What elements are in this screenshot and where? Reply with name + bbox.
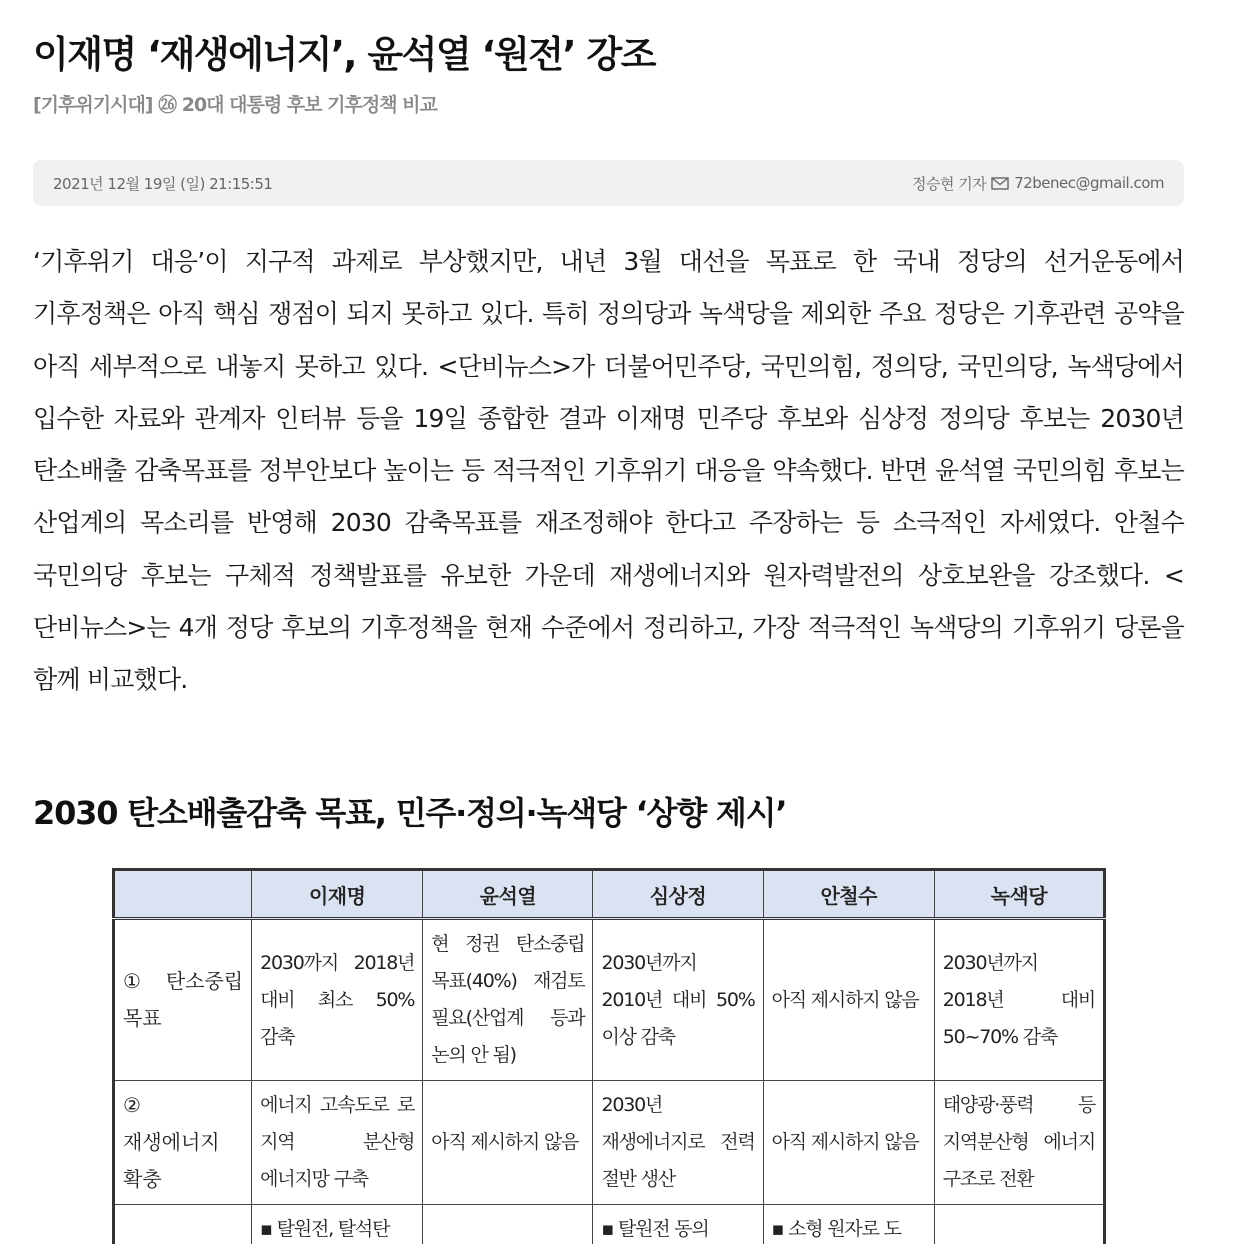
table-cell: ▪ 탈원전 동의	[593, 1205, 763, 1244]
table-header-cell: 녹색당	[934, 870, 1104, 919]
table-cell: 2030년까지 2018년 대비 50~70% 감축	[934, 919, 1104, 1081]
table-header-cell: 안철수	[763, 870, 934, 919]
author-name: 정승현 기자	[911, 174, 987, 193]
table-cell: ▪ 탈원전, 탈석탄	[252, 1205, 423, 1244]
author-info	[912, 173, 1164, 194]
article-meta-bar	[33, 160, 1184, 206]
row-label: ② 재생에너지 확충	[114, 1081, 252, 1205]
policy-comparison-table	[112, 868, 1106, 1244]
table-row	[114, 919, 1105, 1081]
table-cell: 아직 제시하지 않음	[763, 919, 934, 1081]
article-body: ‘기후위기 대응’이 지구적 과제로 부상했지만, 내년 3월 대선을 목표로 한 국내 정당의 선거운동에서 기후정책은 아직 핵심 쟁점이 되지 못하고 있다. 특히 정의당과 녹색당을 제외한 주요 정당은 기후관련 공약을 아직 세부적으로 내놓지 못하고 있다. <단비뉴스>가 더불어민주당, 국민의힘, 정의당, 국민의당, 녹색당에서 입수한 자료와 관계자 인터뷰 등을 19일 종합한 결과 이재명 민주당 후보와 심상정 정의당 후보는 2030년 탄소배출 감축목표를 정부안보다 높이는 등 적극적인 기후위기 대응을 약속했다. 반면 윤석열 국민의힘 후보는 산업계의 목소리를 반영해 2030 감축목표를 재조정해야 한다고 주장하는 등 소극적인 자세였다. 안철수 국민의당 후보는 구체적 정책발표를 유보한 가운데 재생에너지와 원자력발전의 상호보완을 강조했다. <단비뉴스>는 4개 정당 후보의 기후정책을 현재 수준에서 정리하고, 가장 적극적인 녹색당의 기후위기 당론을 함께 비교했다.	[33, 247, 1184, 695]
table-cell: ▪ 소형 원자로 도	[763, 1205, 934, 1244]
author-email-link[interactable]: 72benec@gmail.com	[1014, 174, 1164, 192]
mail-icon[interactable]	[991, 177, 1009, 190]
table-header-cell: 이재명	[252, 870, 423, 919]
article-date: 2021년 12월 19일 (일) 21:15:51	[53, 174, 273, 193]
article-subtitle: [기후위기시대] ㉖ 20대 대통령 후보 기후정책 비교	[33, 94, 437, 116]
table-header-cell	[114, 870, 252, 919]
table-row	[114, 1081, 1105, 1205]
section-heading: 2030 탄소배출감축 목표, 민주·정의·녹색당 ‘상향 제시’	[33, 794, 787, 832]
table-cell: 에너지 고속도로 로 지역 분산형 에너지망 구축	[252, 1081, 423, 1205]
table-cell: 아직 제시하지 않음	[763, 1081, 934, 1205]
row-label	[114, 1205, 252, 1244]
table-header-row	[114, 870, 1105, 919]
table-row	[114, 1205, 1105, 1244]
table-header-cell: 윤석열	[423, 870, 593, 919]
row-label: ① 탄소중립 목표	[114, 919, 252, 1081]
table-cell: 태양광·풍력 등 지역분산형 에너지 구조로 전환	[934, 1081, 1104, 1205]
table-cell: 2030년까지 2010년 대비 50% 이상 감축	[593, 919, 763, 1081]
table-header-cell: 심상정	[593, 870, 763, 919]
table-cell: 2030년 재생에너지로 전력 절반 생산	[593, 1081, 763, 1205]
table-cell: 아직 제시하지 않음	[423, 1081, 593, 1205]
table-cell	[423, 1205, 593, 1244]
table-cell	[934, 1205, 1104, 1244]
table-cell: 현 정권 탄소중립 목표(40%) 재검토 필요(산업계 등과 논의 안 됨)	[423, 919, 593, 1081]
article-title: 이재명 ‘재생에너지’, 윤석열 ‘원전’ 강조	[33, 33, 655, 76]
policy-comparison-table-image	[112, 868, 1106, 1244]
table-cell: 2030까지 2018년 대비 최소 50% 감축	[252, 919, 423, 1081]
